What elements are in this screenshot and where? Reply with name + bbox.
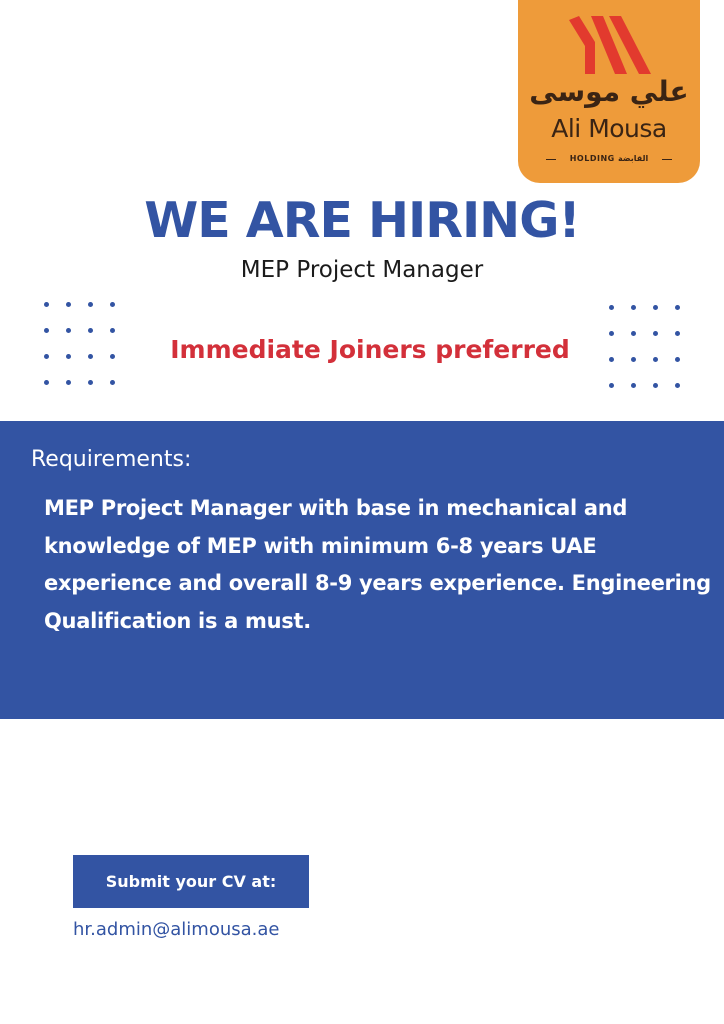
dot bbox=[653, 383, 658, 388]
dot bbox=[66, 380, 71, 385]
dot bbox=[653, 357, 658, 362]
company-logo bbox=[518, 0, 700, 183]
dot bbox=[675, 357, 680, 362]
logo-subtitle-arabic: القابضة bbox=[618, 154, 649, 163]
logo-subtitle bbox=[546, 152, 672, 166]
submit-cv-button[interactable]: Submit your CV at: bbox=[73, 855, 309, 908]
job-role: MEP Project Manager bbox=[240, 257, 484, 283]
logo-divider-right bbox=[662, 159, 672, 160]
dot bbox=[609, 383, 614, 388]
dot bbox=[609, 357, 614, 362]
dot bbox=[631, 357, 636, 362]
dot bbox=[88, 380, 93, 385]
dot bbox=[653, 331, 658, 336]
dot bbox=[631, 331, 636, 336]
dot bbox=[609, 331, 614, 336]
dot bbox=[66, 302, 71, 307]
immediate-joiners-notice: Immediate Joiners preferred bbox=[170, 335, 570, 364]
contact-email-link[interactable]: hr.admin@alimousa.ae bbox=[73, 919, 280, 940]
dot bbox=[675, 331, 680, 336]
logo-divider-left bbox=[546, 159, 556, 160]
dot bbox=[44, 302, 49, 307]
dot bbox=[675, 305, 680, 310]
dot-grid-right bbox=[609, 305, 697, 409]
headline: WE ARE HIRING! bbox=[144, 192, 580, 249]
dot bbox=[675, 383, 680, 388]
logo-mark-icon bbox=[569, 16, 651, 74]
dot bbox=[609, 305, 614, 310]
dot bbox=[110, 302, 115, 307]
logo-name-english: Ali Mousa bbox=[551, 114, 667, 143]
dot bbox=[631, 383, 636, 388]
logo-name-arabic: علي موسى bbox=[529, 75, 689, 108]
requirements-body: MEP Project Manager with base in mechanical and knowledge of MEP with minimum 6-8 years UAE experience and overall 8-9 years experience. Engineering Qualification is a must. bbox=[44, 496, 711, 633]
dot bbox=[88, 302, 93, 307]
dot bbox=[653, 305, 658, 310]
dot bbox=[110, 380, 115, 385]
logo-subtitle-english: HOLDING bbox=[569, 154, 615, 163]
dot bbox=[44, 380, 49, 385]
requirements-title: Requirements: bbox=[31, 447, 192, 472]
logo-subtitle-text bbox=[558, 152, 660, 166]
dot bbox=[631, 305, 636, 310]
